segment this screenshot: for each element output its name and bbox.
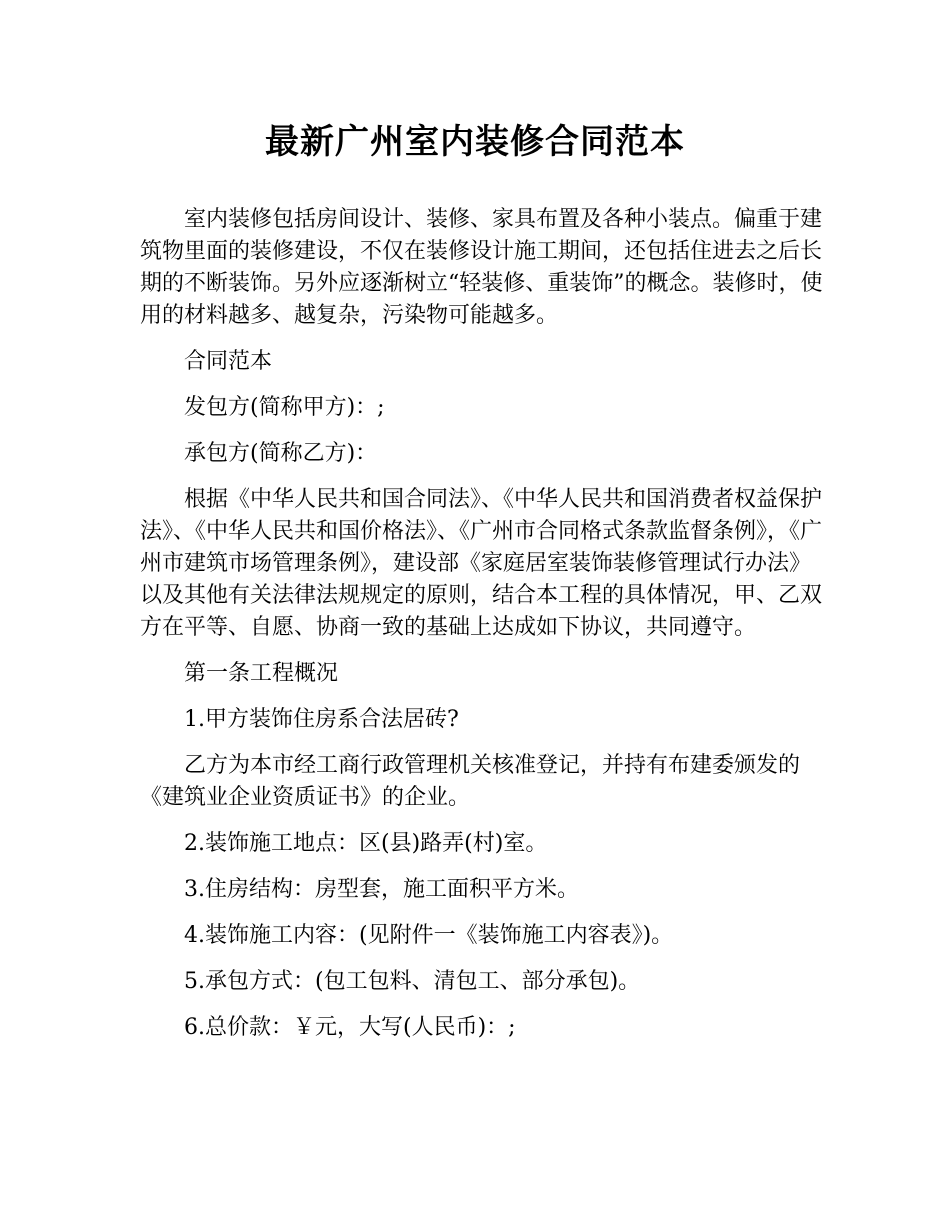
article-one-heading: 第一条工程概况: [184, 661, 339, 686]
clause-1: 1.甲方装饰住房系合法居砖?: [184, 707, 459, 732]
clause-3: 3.住房结构：房型套，施工面积平方米。: [184, 877, 579, 902]
clause-6: 6.总价款：￥元，大写(人民币)：;: [184, 1015, 516, 1040]
legal-basis-paragraph: 根据《中华人民共和国合同法》、《中华人民共和国消费者权益保护法》、《中华人民共和国价格法》、《广州市合同格式条款监督条例》，《广州市建筑市场管理条例》，建设部《家庭居室装饰装修管理试行办法》以及其他有关法律法规规定的原则，结合本工程的具体情况，甲、乙双方在平等、自愿、协商一致的基础上达成如下协议，共同遵守。: [140, 487, 823, 640]
document-title: 最新广州室内装修合同范本: [265, 122, 685, 162]
party-b-qualification: 乙方为本市经工商行政管理机关核准登记，并持有布建委颁发的《建筑业企业资质证书》的企业。: [140, 753, 801, 810]
party-b-line: 承包方(简称乙方)：: [184, 441, 378, 466]
section-heading-contract-template: 合同范本: [184, 349, 273, 374]
document-body: [140, 204, 830, 1058]
clause-5: 5.承包方式：(包工包料、清包工、部分承包)。: [184, 969, 641, 994]
clause-2: 2.装饰施工地点：区(县)路弄(村)室。: [184, 831, 548, 856]
intro-paragraph: 室内装修包括房间设计、装修、家具布置及各种小装点。偏重于建筑物里面的装修建设，不仅在装修设计施工期间，还包括住进去之后长期的不断装饰。另外应逐渐树立“轻装修、重装饰”的概念。装修时，使用的材料越多、越复杂，污染物可能越多。: [140, 207, 823, 328]
clause-4: 4.装饰施工内容：(见附件一《装饰施工内容表》)。: [184, 923, 674, 948]
party-a-line: 发包方(简称甲方)：;: [184, 395, 385, 420]
